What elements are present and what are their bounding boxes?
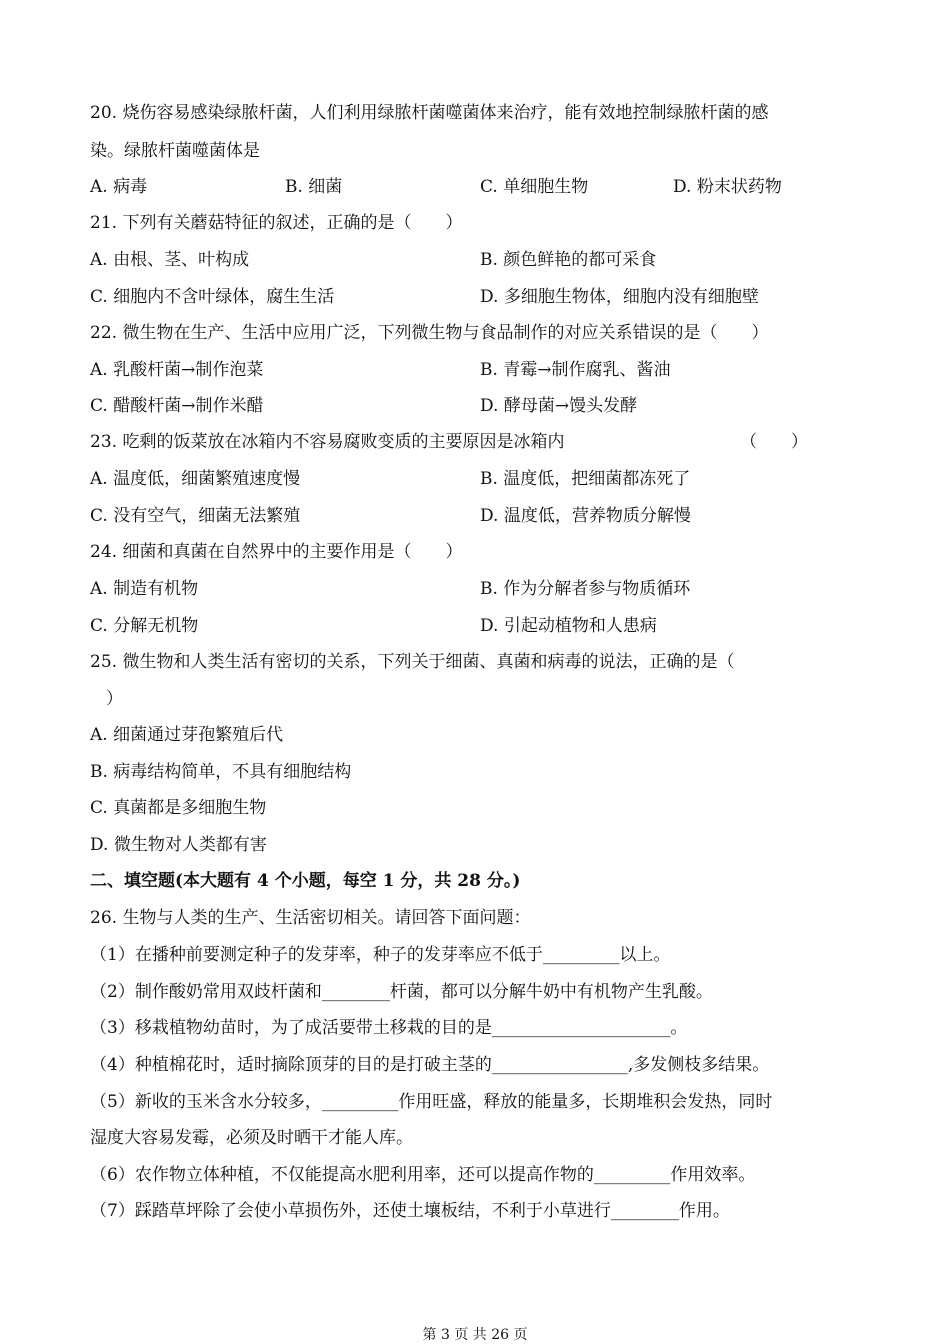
q26-part-1: （1）在播种前要测定种子的发芽率，种子的发芽率应不低于_________以上。	[90, 945, 671, 965]
q21-option-d: D. 多细胞生物体，细胞内没有细胞壁	[480, 287, 759, 307]
q20-option-d: D. 粉末状药物	[673, 177, 782, 197]
q25-option-b: B. 病毒结构简单，不具有细胞结构	[90, 762, 352, 782]
q22-option-c: C. 醋酸杆菌→制作米醋	[90, 396, 264, 416]
q20-option-c: C. 单细胞生物	[480, 177, 589, 197]
q20-option-b: B. 细菌	[285, 177, 343, 197]
q25-stem-line1: 25. 微生物和人类生活有密切的关系，下列关于细菌、真菌和病毒的说法，正确的是（	[90, 652, 735, 672]
q26-part-5-line1: （5）新收的玉米含水分较多，_________作用旺盛，释放的能量多，长期堆积会发热，同时	[90, 1092, 773, 1112]
q22-option-a: A. 乳酸杆菌→制作泡菜	[90, 360, 264, 380]
q22-option-b: B. 青霉→制作腐乳、酱油	[480, 360, 671, 380]
q25-option-c: C. 真菌都是多细胞生物	[90, 798, 267, 818]
q23-option-c: C. 没有空气，细菌无法繁殖	[90, 506, 301, 526]
q26-stem: 26. 生物与人类的生产、生活密切相关。请回答下面问题：	[90, 908, 531, 928]
q20-stem-line1: 20. 烧伤容易感染绿脓杆菌，人们利用绿脓杆菌噬菌体来治疗，能有效地控制绿脓杆菌的感	[90, 103, 769, 123]
section-heading: 二、填空题(本大题有 4 个小题，每空 1 分，共 28 分。)	[90, 871, 521, 891]
q24-option-b: B. 作为分解者参与物质循环	[480, 579, 691, 599]
q21-stem: 21. 下列有关蘑菇特征的叙述，正确的是（ ）	[90, 213, 463, 233]
q21-option-b: B. 颜色鲜艳的都可采食	[480, 250, 657, 270]
q25-option-a: A. 细菌通过芽孢繁殖后代	[90, 725, 284, 745]
q21-option-a: A. 由根、茎、叶构成	[90, 250, 250, 270]
page-number: 第 3 页 共 26 页	[422, 1327, 528, 1343]
q26-part-4: （4）种植棉花时，适时摘除顶芽的目的是打破主茎的________________,多发侧枝多结果。	[90, 1055, 770, 1075]
q26-part-2: （2）制作酸奶常用双歧杆菌和________杆菌，都可以分解牛奶中有机物产生乳酸。	[90, 982, 713, 1002]
q26-part-5-line2: 湿度大容易发霉，必须及时晒干才能人库。	[90, 1128, 413, 1148]
q26-part-3: （3）移栽植物幼苗时，为了成活要带土移栽的目的是_____________________。	[90, 1018, 688, 1038]
q25-stem-line2: ）	[106, 689, 123, 709]
q20-option-a: A. 病毒	[90, 177, 148, 197]
q23-option-a: A. 温度低，细菌繁殖速度慢	[90, 469, 301, 489]
q24-option-c: C. 分解无机物	[90, 616, 199, 636]
q24-stem: 24. 细菌和真菌在自然界中的主要作用是（ ）	[90, 542, 463, 562]
q23-option-d: D. 温度低，营养物质分解慢	[480, 506, 691, 526]
q25-option-d: D. 微生物对人类都有害	[90, 835, 267, 855]
q21-option-c: C. 细胞内不含叶绿体，腐生生活	[90, 287, 335, 307]
q23-option-b: B. 温度低，把细菌都冻死了	[480, 469, 691, 489]
q24-option-d: D. 引起动植物和人患病	[480, 616, 657, 636]
q23-answer-paren: （ ）	[740, 432, 808, 452]
q22-stem: 22. 微生物在生产、生活中应用广泛，下列微生物与食品制作的对应关系错误的是（ ）	[90, 323, 769, 343]
q23-stem: 23. 吃剩的饭菜放在冰箱内不容易腐败变质的主要原因是冰箱内	[90, 432, 565, 452]
q22-option-d: D. 酵母菌→馒头发酵	[480, 396, 638, 416]
q26-part-7: （7）踩踏草坪除了会使小草损伤外，还使土壤板结，不利于小草进行________作用。	[90, 1201, 730, 1221]
q20-stem-line2: 染。绿脓杆菌噬菌体是	[90, 141, 260, 161]
q26-part-6: （6）农作物立体种植，不仅能提高水肥利用率，还可以提高作物的_________作用效率。	[90, 1165, 756, 1185]
q24-option-a: A. 制造有机物	[90, 579, 199, 599]
